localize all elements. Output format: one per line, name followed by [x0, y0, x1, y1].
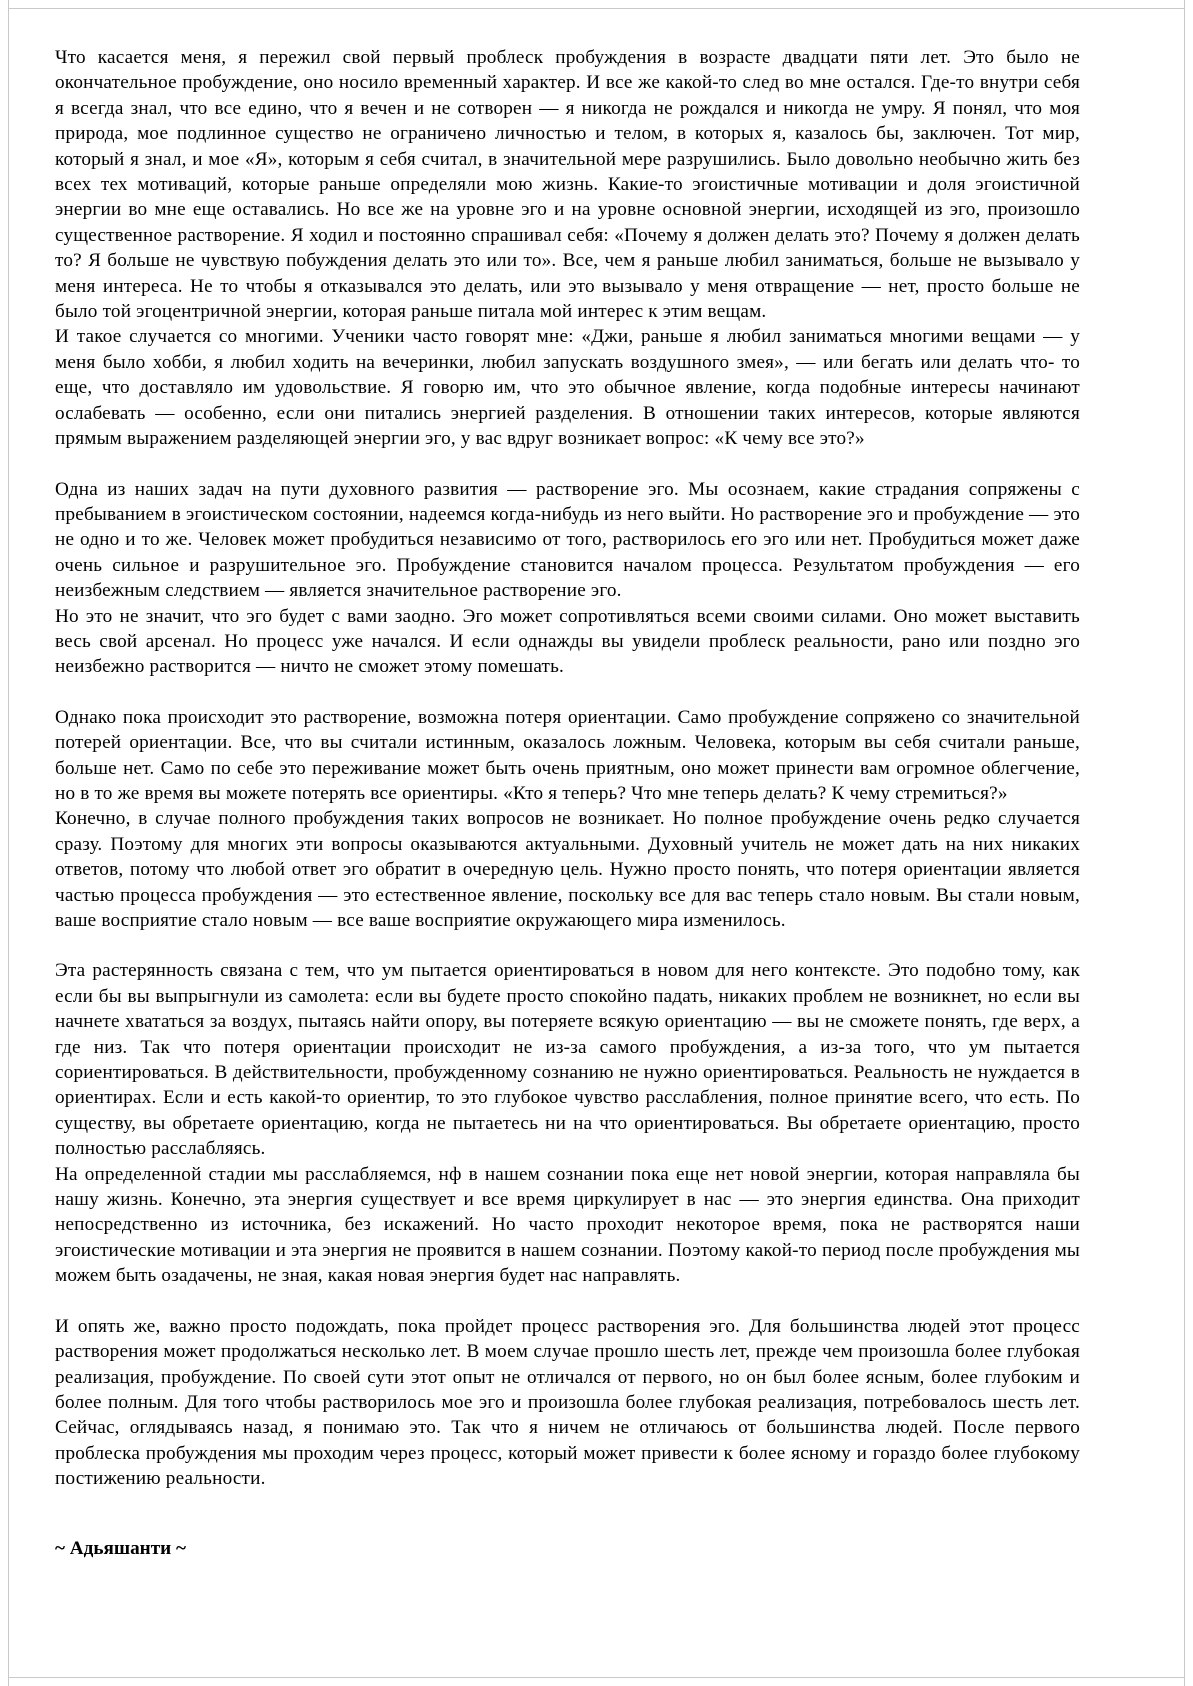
paragraph-1: Что касается меня, я пережил свой первый проблеск пробуждения в возрасте двадцати пяти лет. Это было не окончательное пробуждение, оно носило временный характер. И все же какой-то след во мне остался. Где-то внутри себя я всегда знал, что все едино, что я вечен и не сотворен — я никогда не рождался и никогда не умру. Я понял, что моя природа, мое подлинное существо не ограничено личностью и телом, в которых я, казалось бы, заключен. Тот мир, который я знал, и мое «Я», которым я себя считал, в значительной мере разрушились. Было довольно необычно жить без всех тех мотиваций, которые раньше определяли мою жизнь. Какие-то эгоистичные мотивации и доля эгоистичной энергии во мне еще оставались. Но все же на уровне эго и на уровне основной энергии, исходящей из эго, произошло существенное растворение. Я ходил и постоянно спрашивал себя: «Почему я должен делать это? Почему я должен делать то? Я больше не чувствую побуждения делать это или то». Все, чем я раньше любил заниматься, больше не вызывало у меня интереса. Не то чтобы я отказывался это делать, или это вызывало у меня отвращение — нет, просто больше не было той эгоцентричной энергии, которая раньше питала мой интерес к этим вещам. — [55, 47, 1080, 323]
paragraph-8: На определенной стадии мы расслабляемся, нф в нашем сознании пока еще нет новой энергии, которая направляла бы нашу жизнь. Конечно, эта энергия существует и все время циркулирует в нас — это энергия единства. Она приходит непосредственно из источника, без искажений. Но часто проходит некоторое время, пока не растворятся наши эгоистические мотивации и эта энергия не проявится в нашем сознании. Поэтому какой-то период после пробуждения мы можем быть озадачены, не зная, какая новая энергия будет нас направлять. — [55, 1163, 1080, 1287]
paragraph-spacer-2 — [55, 680, 1080, 705]
paragraph-9: И опять же, важно просто подождать, пока пройдет процесс растворения эго. Для большинства людей этот процесс растворения может продолжаться несколько лет. В моем случае прошло шесть лет, прежде чем произошла более глубокая реализация, пробуждение. По своей сути этот опыт не отличался от первого, но он был более ясным, более глубоким и более полным. Для того чтобы растворилось мое эго и произошла более глубокая реализация, потребовалось шесть лет. Сейчас, оглядываясь назад, я понимаю это. Так что я ничем не отличаюсь от большинства людей. После первого проблеска пробуждения мы проходим через процесс, который может привести к более ясному и гораздо более глубокому постижению реальности. — [55, 1315, 1080, 1490]
paragraph-3: Одна из наших задач на пути духовного развития — растворение эго. Мы осознаем, какие страдания сопряжены с пребыванием в эгоистическом состоянии, надеемся когда-нибудь из него выйти. Но растворение эго и пробуждение — это не одно и то же. Человек может пробудиться независимо от того, растворилось его эго или нет. Пробудиться может даже очень сильное и разрушительное эго. Пробуждение становится началом процесса. Результатом пробуждения — его неизбежным следствием — является значительное растворение эго. — [55, 478, 1080, 602]
paragraph-7: Эта растерянность связана с тем, что ум пытается ориентироваться в новом для него контексте. Это подобно тому, как если бы вы выпрыгнули из самолета: если вы будете просто спокойно падать, никаких проблем не возникнет, но если вы начнете хвататься за воздух, пытаясь найти опору, вы потеряете всякую ориентацию — вы не сможете понять, где верх, а где низ. Так что потеря ориентации происходит не из-за самого пробуждения, а из-за того, что ум пытается сориентироваться. В действительности, пробужденному сознанию не нужно ориентироваться. Реальность не нуждается в ориентирах. Если и есть какой-то ориентир, то это глубокое чувство расслабления, полное принятие всего, что есть. По существу, вы обретаете ориентацию, когда не пытаетесь ни на что ориентироваться. Вы обретаете ориентацию, просто полностью расслабляясь. — [55, 960, 1080, 1160]
paragraph-6: Конечно, в случае полного пробуждения таких вопросов не возникает. Но полное пробуждение очень редко случается сразу. Поэтому для многих эти вопросы оказываются актуальными. Духовный учитель не может дать на них никаких ответов, потому что любой ответ эго обратит в очередную цель. Нужно просто понять, что потеря ориентации является частью процесса пробуждения — это естественное явление, поскольку все для вас теперь стало новым. Вы стали новым, ваше восприятие стало новым — все ваше восприятие окружающего мира изменилось. — [55, 808, 1080, 931]
page-border-bottom — [0, 1677, 1193, 1686]
paragraph-5: Однако пока происходит это растворение, возможна потеря ориентации. Само пробуждение сопряжено со значительной потерей ориентации. Все, что вы считали истинным, оказалось ложным. Человека, которым вы себя считали раньше, больше нет. Само по себе это переживание может быть очень приятным, оно может принести вам огромное облегчение, но в то же время вы можете потерять все ориентиры. «Кто я теперь? Что мне теперь делать? К чему стремиться?» — [55, 706, 1080, 804]
paragraph-spacer-4 — [55, 1289, 1080, 1314]
paragraph-4: Но это не значит, что эго будет с вами заодно. Эго может сопротивляться всеми своими силами. Оно может выставить весь свой арсенал. Но процесс уже начался. И если однажды вы увидели проблеск реальности, рано или поздно эго неизбежно растворится — ничто не сможет этому помешать. — [55, 605, 1080, 678]
paragraph-spacer-1 — [55, 452, 1080, 477]
author-signature: ~ Адьяшанти ~ — [55, 1537, 186, 1559]
page-border-top — [0, 0, 1193, 9]
paragraph-2: И такое случается со многими. Ученики часто говорят мне: «Джи, раньше я любил заниматься многими вещами — у меня было хобби, я любил ходить на вечеринки, любил запускать воздушного змея», — или бегать или делать что- то еще, что доставляло им удовольствие. Я говорю им, что это обычное явление, когда подобные интересы начинают ослабевать — особенно, если они питались энергией разделения. В отношении таких интересов, которые являются прямым выражением разделяющей энергии эго, у вас вдруг возникает вопрос: «К чему все это?» — [55, 326, 1080, 450]
page-border-left — [0, 0, 9, 1686]
paragraph-spacer-3 — [55, 933, 1080, 958]
document-body — [55, 45, 1080, 1561]
page-border-right — [1184, 0, 1193, 1686]
